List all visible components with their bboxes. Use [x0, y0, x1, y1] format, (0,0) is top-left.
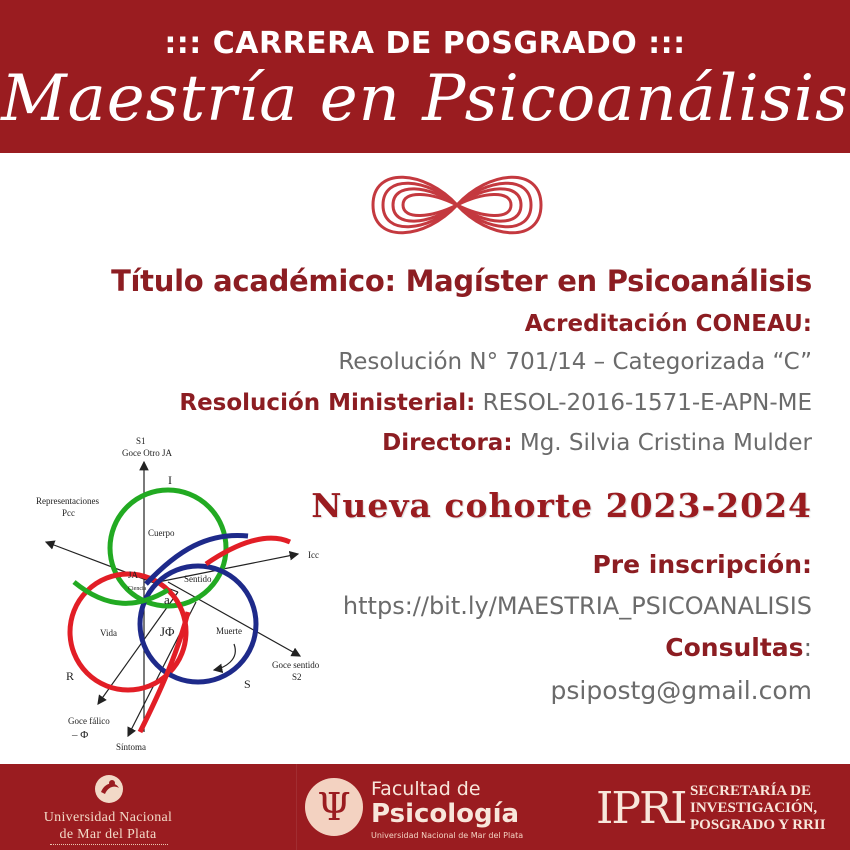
header-banner: [0, 0, 850, 153]
psicologia-logo: [296, 764, 552, 850]
director: [382, 430, 812, 456]
diagram-label-goce-falico: Goce fálico: [68, 716, 110, 726]
unmdp-name-line2: de Mar del Plata: [59, 827, 157, 842]
director-value: Mg. Silvia Cristina Mulder: [519, 430, 812, 456]
diagram-label-icc: Icc: [308, 550, 319, 560]
diagram-label-sentido: Sentido: [184, 574, 212, 584]
diagram-label-sintoma: Síntoma: [116, 742, 147, 752]
diagram-label-cuerpo: Cuerpo: [148, 528, 175, 538]
footer-banner: [0, 764, 850, 850]
header-title: Maestría en Psicoanálisis: [1, 62, 849, 136]
diagram-label-minus-phi: – Φ: [72, 729, 89, 741]
accreditation-resolution: Resolución N° 701/14 – Categorizada “C”: [338, 349, 812, 375]
secretaria-text: [690, 783, 840, 834]
preinscription-link[interactable]: https://bit.ly/MAESTRIA_PSICOANALISIS: [342, 592, 812, 620]
diagram-label-goce-sentido: Goce sentido: [272, 660, 320, 670]
psi-icon: Ψ: [305, 778, 363, 836]
borromean-knot-diagram: [28, 432, 348, 754]
diagram-label-s1: S1: [136, 436, 146, 446]
diagram-label-jphi: JΦ: [160, 624, 175, 639]
diagram-label-ciencia: Ciencia: [128, 586, 147, 592]
psicologia-line2: Psicología: [371, 799, 520, 829]
accreditation-label: Acreditación CONEAU:: [524, 311, 812, 337]
diagram-label-s: S: [244, 677, 251, 691]
diagram-label-vida: Vida: [100, 628, 117, 638]
consultas-heading: [665, 633, 812, 662]
director-label: Directora:: [382, 430, 513, 456]
unmdp-logo: [28, 770, 188, 846]
consultas-colon: :: [803, 633, 812, 662]
preinscription-label: Pre inscripción:: [592, 550, 812, 579]
diagram-label-a: a: [164, 592, 170, 607]
diagram-label-representaciones: Representaciones: [36, 496, 99, 506]
diagram-label-muerte: Muerte: [216, 626, 242, 636]
psicologia-line3: Universidad Nacional de Mar del Plata: [371, 831, 524, 840]
diagram-label-r: R: [66, 669, 75, 683]
diagram-label-s2: S2: [292, 672, 302, 682]
header-supertitle: ::: CARRERA DE POSGRADO :::: [164, 26, 686, 61]
ministerial-value: RESOL-2016-1571-E-APN-ME: [482, 390, 812, 416]
diagram-label-i: I: [168, 473, 172, 487]
secretaria-line2: INVESTIGACIÓN,: [690, 800, 818, 816]
psicologia-line1: Facultad de: [371, 778, 481, 800]
ministerial-label: Resolución Ministerial:: [179, 390, 476, 416]
diagram-label-pcc: Pcc: [62, 508, 75, 518]
secretaria-line3: POSGRADO Y RRII: [690, 817, 826, 833]
academic-title: Título académico: Magíster en Psicoanálisis: [111, 264, 812, 298]
consultas-label: Consultas: [665, 633, 804, 662]
diagram-label-ja: JA: [128, 570, 139, 580]
unmdp-divider: [50, 844, 168, 845]
cohort-headline: Nueva cohorte 2023-2024: [311, 486, 812, 525]
ipri-mark: IPRI: [596, 783, 686, 834]
contact-email[interactable]: psipostg@gmail.com: [550, 676, 812, 705]
infinity-knot-icon: [365, 162, 549, 248]
secretaria-line1: SECRETARÍA DE: [690, 783, 812, 799]
unmdp-name-line1: Universidad Nacional: [43, 810, 173, 825]
ipri-logo: [596, 784, 688, 834]
diagram-label-goce-otro: Goce Otro JA: [122, 448, 172, 458]
ministerial-resolution: [179, 390, 812, 416]
unmdp-emblem-icon: [92, 772, 126, 806]
